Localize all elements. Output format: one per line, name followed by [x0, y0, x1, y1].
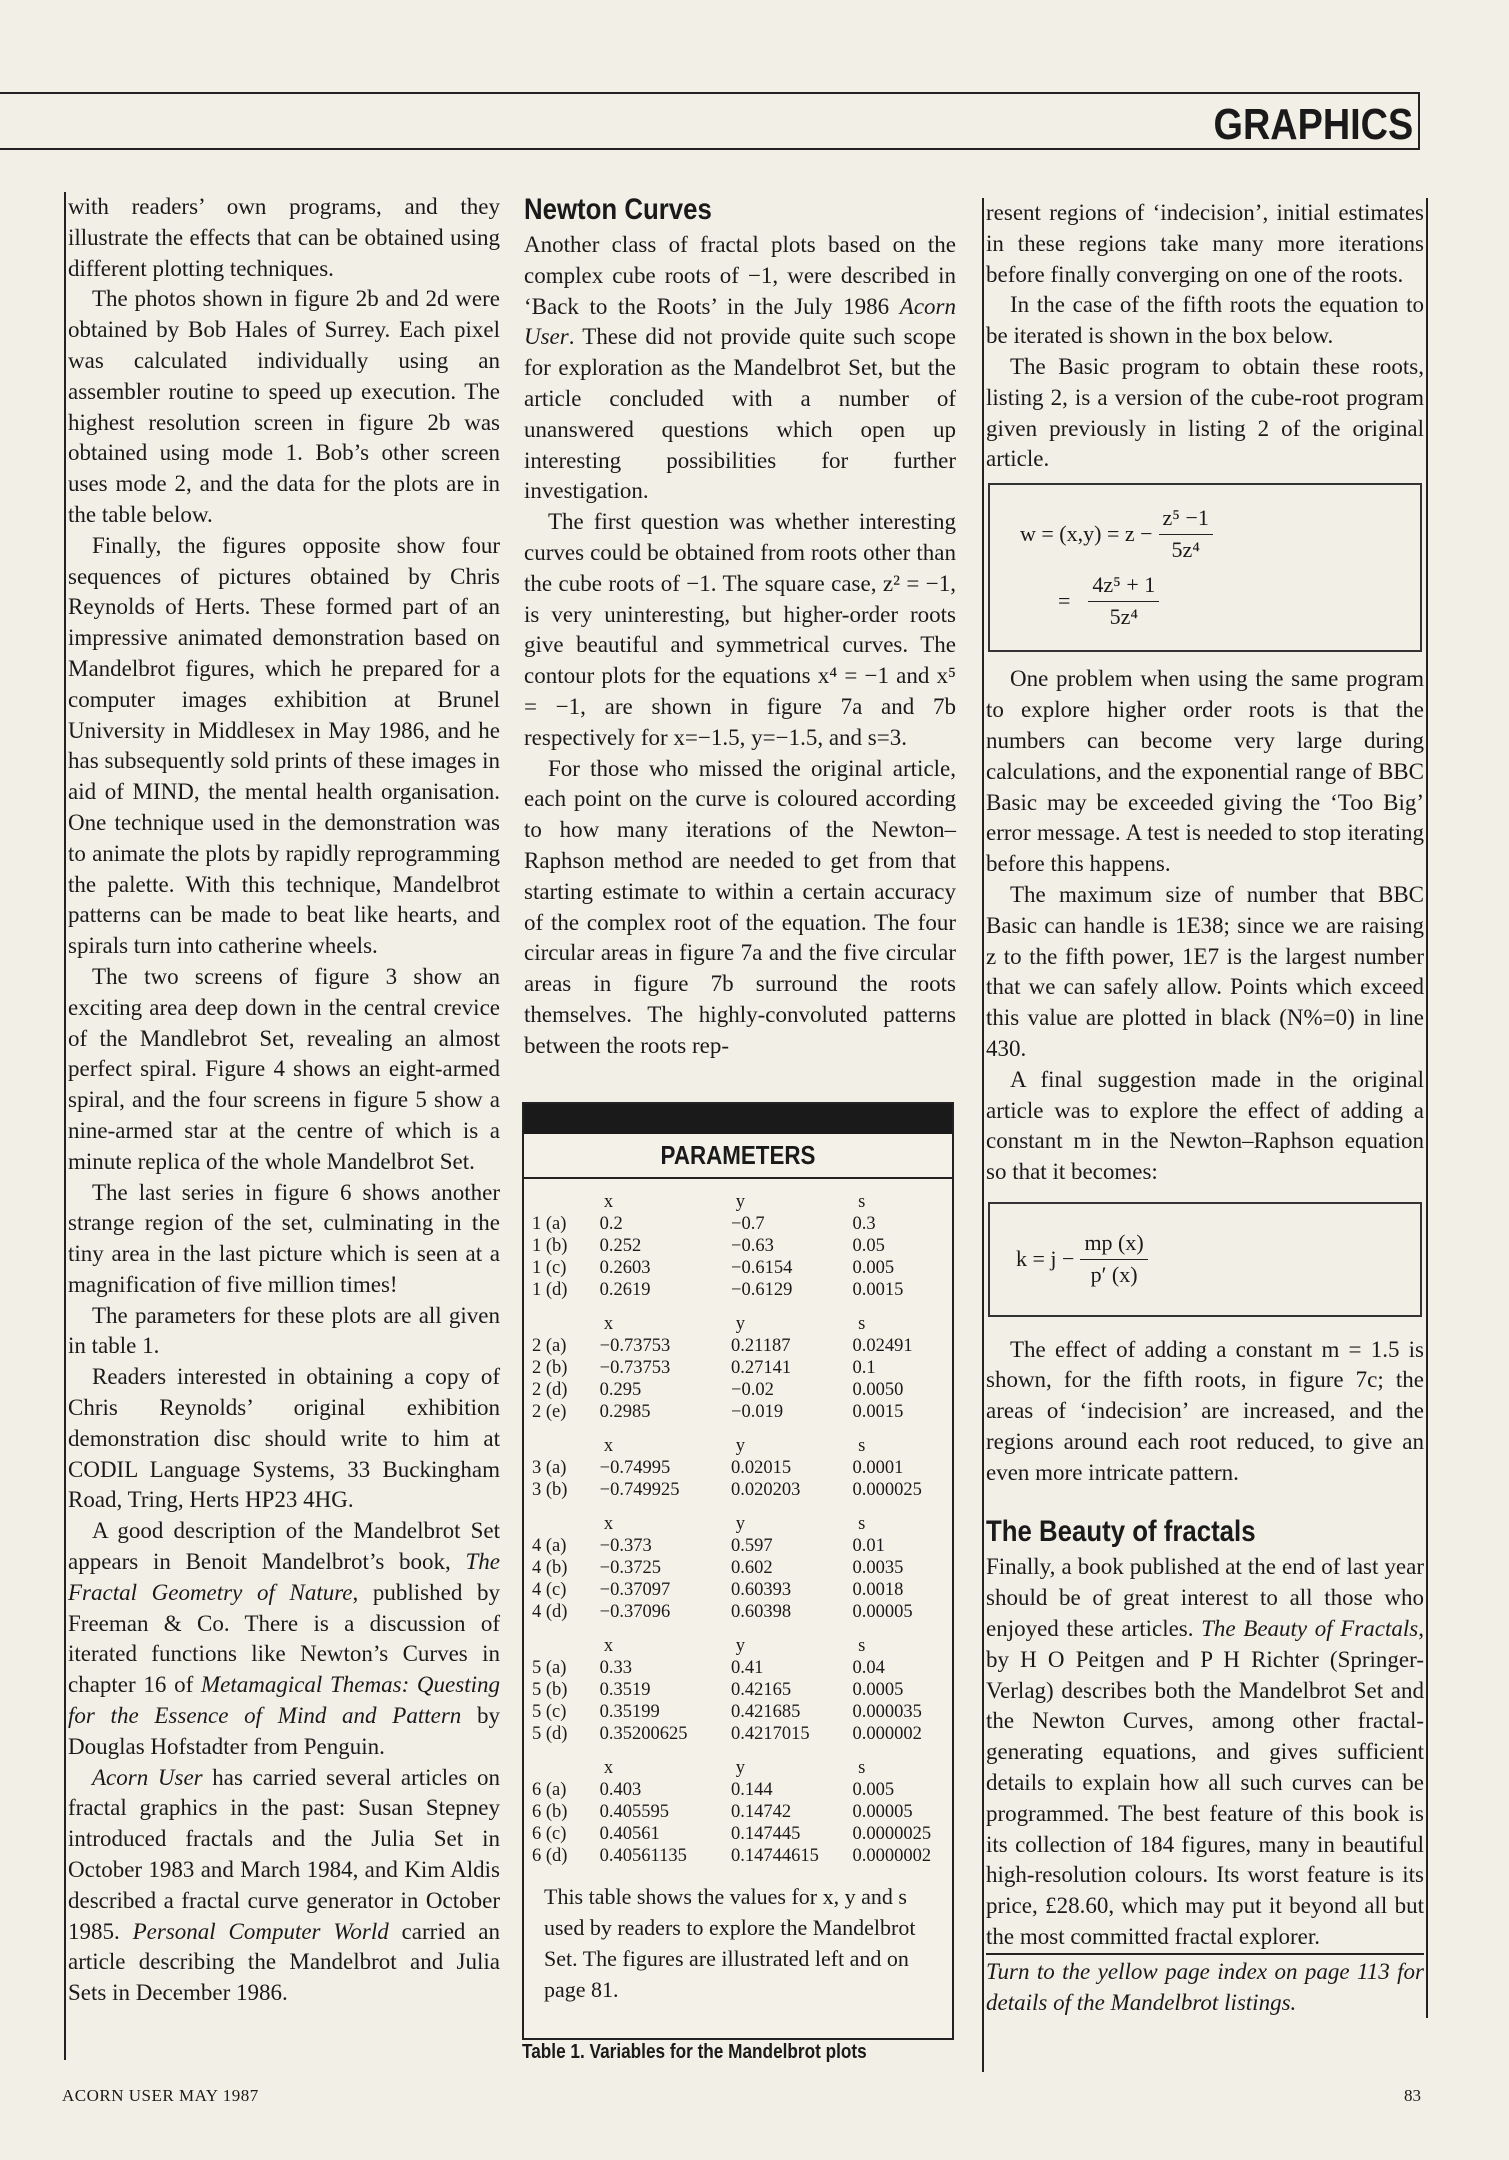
equation-box-fifth-roots — [988, 483, 1422, 652]
table-cell: 0.3519 — [599, 1680, 651, 1700]
table-caption: This table shows the values for x, y and s used by readers to explore the Mandelbrot Set. The figures are illustrated left and on page 81. — [544, 1884, 916, 2002]
table-column-headers — [524, 1635, 952, 1657]
table-header-cell — [524, 1435, 596, 1457]
table-header-cell: y — [735, 1314, 745, 1334]
table-group — [524, 1757, 952, 1867]
table-cell: 5 (d) — [532, 1724, 568, 1744]
table-cell: 0.144 — [731, 1780, 773, 1800]
equation-row — [1008, 1228, 1402, 1291]
equation-fraction — [1159, 503, 1213, 566]
table-cell: 2 (d) — [532, 1380, 568, 1400]
table-body — [524, 1191, 952, 1867]
equation-lhs: w = (x,y) = z − — [1020, 521, 1153, 547]
table-cell: 0.295 — [599, 1380, 642, 1400]
table-column-headers — [524, 1513, 952, 1535]
table-title: PARAMETERS — [660, 1140, 816, 1170]
table-cell: 0.21187 — [731, 1336, 791, 1356]
table-row — [524, 1845, 952, 1867]
table-cell: 2 (e) — [532, 1402, 567, 1422]
table-cell: 0.0050 — [852, 1380, 904, 1400]
fraction-numerator: z⁵ −1 — [1159, 503, 1213, 535]
table-header-cell — [524, 1635, 596, 1657]
table-cell: 0.597 — [731, 1536, 773, 1556]
table-row — [524, 1213, 952, 1235]
table-cell: 5 (a) — [532, 1658, 567, 1678]
newton-curves-heading: Newton Curves — [524, 193, 712, 226]
table-cell: −0.37097 — [599, 1580, 671, 1600]
table-cell: 0.000025 — [852, 1480, 922, 1500]
table-cell: 0.14742 — [731, 1802, 792, 1822]
table-column-headers — [524, 1757, 952, 1779]
table-row — [524, 1779, 952, 1801]
table-cell: 1 (a) — [532, 1214, 567, 1234]
table-cell: 1 (c) — [532, 1258, 567, 1278]
table-cell: 0.3 — [852, 1214, 876, 1234]
table-header-cell: s — [858, 1192, 866, 1212]
col2-paragraph: For those who missed the original article, each point on the curve is coloured according to how many iterations of the Newton–Raphson method are needed to get from that starting estimate to within a certain accuracy of the complex root of the equation. The four circular areas in figure 7a and the five circular areas in figure 7b surround the roots themselves. The highly-convoluted patterns between the roots rep- — [524, 755, 956, 1058]
table-row — [524, 1723, 952, 1745]
table-cell: 0.01 — [852, 1536, 885, 1556]
table-cell: 0.403 — [599, 1780, 642, 1800]
table-cell: −0.63 — [731, 1236, 774, 1256]
table-cell: −0.7 — [731, 1214, 765, 1234]
col1-paragraph: with readers’ own programs, and they illustrate the effects that can be obtained using different plotting techniques. — [68, 194, 500, 281]
table-cell: 0.602 — [731, 1558, 773, 1578]
col3-paragraph: The maximum size of number that BBC Basic can handle is 1E38; since we are raising z to the fifth power, 1E7 is the largest number that we can safely allow. Points which exceed this value are plotted in black (N%=0) in line 430. — [986, 881, 1424, 1061]
table-cell: 0.05 — [852, 1236, 885, 1256]
table-cell: 0.42165 — [731, 1680, 792, 1700]
table-header-cell: y — [735, 1514, 745, 1534]
table-header-bar — [524, 1104, 952, 1134]
table-header-cell — [524, 1513, 596, 1535]
table-cell: 0.005 — [852, 1258, 895, 1278]
listings-note: Turn to the yellow page index on page 113 for details of the Mandelbrot listings. — [986, 1953, 1424, 2019]
table-header-cell: s — [858, 1514, 866, 1534]
section-title: GRAPHICS — [1213, 100, 1413, 149]
table-cell: 0.02491 — [852, 1336, 913, 1356]
table-group — [524, 1191, 952, 1301]
col1-paragraph: The last series in figure 6 shows another strange region of the set, culminating in the tiny area in the last picture which is seen at a magnification of five million times! — [68, 1179, 500, 1297]
footer-magazine: ACORN USER MAY 1987 — [62, 2086, 259, 2105]
table-cell: 0.35199 — [599, 1702, 660, 1722]
table-cell: 0.252 — [599, 1236, 642, 1256]
table-header-cell: s — [858, 1758, 866, 1778]
table-cell: 0.000002 — [852, 1724, 922, 1744]
table-row — [524, 1357, 952, 1379]
table-cell: 0.0000002 — [852, 1846, 932, 1866]
table-row — [524, 1557, 952, 1579]
table-cell: 0.421685 — [731, 1702, 801, 1722]
parameters-table — [522, 1102, 954, 2040]
table-header-cell: y — [735, 1758, 745, 1778]
table-cell: 0.2619 — [599, 1280, 651, 1300]
column-1 — [64, 192, 500, 2060]
table-header-cell — [524, 1191, 596, 1213]
table-header-cell: x — [603, 1192, 614, 1212]
equation-box-constant-m — [988, 1202, 1422, 1317]
table-header-cell: x — [603, 1758, 614, 1778]
table-row — [524, 1257, 952, 1279]
fraction-denominator: 5z⁴ — [1109, 603, 1139, 629]
table-header-cell: x — [603, 1436, 614, 1456]
header-side-rule — [1418, 92, 1420, 150]
table-cell: 0.020203 — [731, 1480, 801, 1500]
col2-paragraph: Another class of fractal plots based on the complex cube roots of −1, were described in ‘Back to the Roots’ in the July 1986 Acorn User. These did not provide quite such scope for exploration as the Mandelbrot Set, but the article concluded with a number of unanswered questions which open up interesting possibilities for further investigation. — [524, 232, 956, 504]
equation-fraction — [1080, 1228, 1147, 1291]
table-column-headers — [524, 1435, 952, 1457]
fraction-numerator: 4z⁵ + 1 — [1088, 570, 1159, 602]
table-cell: 0.0018 — [852, 1580, 904, 1600]
col3-paragraph: resent regions of ‘indecision’, initial estimates in these regions take many more iterations before finally converging on one of the roots. — [986, 200, 1424, 287]
col3-paragraph: Finally, a book published at the end of last year should be of great interest to all those who enjoyed these articles. The Beauty of Fractals, by H O Peitgen and P H Richter (Springer-Verlag) describes both the Mandelbrot Set and the Newton Curves, among other fractal-generating equations, and gives sufficient details to explain how all such curves can be programmed. The best feature of this book is its collection of 184 figures, many in beautiful high-resolution colours. Its worst feature is its price, £28.60, which may put it beyond all but the most committed fractal explorer. — [986, 1554, 1424, 1950]
table-cell: −0.02 — [731, 1380, 774, 1400]
table-cell: 2 (b) — [532, 1358, 568, 1378]
table-cell: 0.0005 — [852, 1680, 904, 1700]
table-cell: 0.2 — [599, 1214, 623, 1234]
col1-paragraph: The two screens of figure 3 show an exciting area deep down in the central crevice of the Mandlebrot Set, revealing an almost perfect spiral. Figure 4 shows an eight-armed spiral, and the four screens in figure 5 show a nine-armed star at the centre of which is a minute replica of the whole Mandelbrot Set. — [68, 963, 500, 1174]
table-row — [524, 1457, 952, 1479]
table-cell: 0.0000025 — [852, 1824, 932, 1844]
table-column-headers — [524, 1191, 952, 1213]
table-row — [524, 1679, 952, 1701]
table-cell: −0.6154 — [731, 1258, 793, 1278]
col3-paragraph: One problem when using the same program to explore higher order roots is that the numbers can become very large during calculations, and the exponential range of BBC Basic may be exceeded giving the ‘Too Big’ error message. A test is needed to stop iterating before this happens. — [986, 666, 1424, 877]
table-cell: 0.60393 — [731, 1580, 792, 1600]
table-cell: 6 (b) — [532, 1802, 568, 1822]
table-header-cell: x — [603, 1314, 614, 1334]
table-cell: −0.73753 — [599, 1336, 671, 1356]
table-group — [524, 1313, 952, 1423]
table-cell: −0.3725 — [599, 1558, 661, 1578]
table-cell: 1 (d) — [532, 1280, 568, 1300]
table-cell: 0.0015 — [852, 1402, 904, 1422]
table-cell: 0.0035 — [852, 1558, 904, 1578]
table-cell: 3 (a) — [532, 1458, 567, 1478]
table-cell: −0.373 — [599, 1536, 652, 1556]
table-cell: −0.74995 — [599, 1458, 671, 1478]
table-cell: 3 (b) — [532, 1480, 568, 1500]
table-cell: 0.40561 — [599, 1824, 660, 1844]
table-group — [524, 1435, 952, 1501]
table-header-cell: x — [603, 1636, 614, 1656]
table-title-rule — [524, 1177, 952, 1179]
table-header-cell — [524, 1757, 596, 1779]
col1-paragraph-articles: Acorn User has carried several articles on fractal graphics in the past: Susan Stepney introduced fractals and the Julia Set in October 1983 and March 1984, and Kim Aldis described a fractal curve generator in October 1985. Personal Computer World carried an article describing the Mandelbrot and Julia Sets in December 1986. — [68, 1764, 500, 2006]
table-header-cell: s — [858, 1436, 866, 1456]
table-cell: −0.749925 — [599, 1480, 680, 1500]
table-cell: 0.1 — [852, 1358, 876, 1378]
table-cell: 2 (a) — [532, 1336, 567, 1356]
table-group — [524, 1513, 952, 1623]
col1-paragraph: The parameters for these plots are all given in table 1. — [68, 1302, 500, 1359]
column-3-right-rule — [1426, 198, 1428, 2018]
header-rule — [0, 148, 1420, 150]
table-cell: 0.405595 — [599, 1802, 670, 1822]
col3-paragraph: In the case of the fifth roots the equation to be iterated is shown in the box below. — [986, 292, 1424, 349]
table-cell: 0.005 — [852, 1780, 895, 1800]
equation-fraction — [1088, 570, 1159, 633]
table-cell: 0.00005 — [852, 1802, 913, 1822]
table-row — [524, 1401, 952, 1423]
table-cell: 0.000035 — [852, 1702, 922, 1722]
col1-paragraph-books: A good description of the Mandelbrot Set appears in Benoit Mandelbrot’s book, The Fractal Geometry of Nature, published by Freeman & Co. There is a discussion of iterated functions like Newton’s Curves in chapter 16 of Metamagical Themas: Questing for the Essence of Mind and Pattern by Douglas Hofstadter from Penguin. — [68, 1518, 501, 1759]
col3-paragraph: The Basic program to obtain these roots, listing 2, is a version of the cube-root program given previously in listing 2 of the original article. — [986, 353, 1424, 472]
table-group — [524, 1635, 952, 1745]
fraction-numerator: mp (x) — [1080, 1228, 1147, 1260]
table-cell: 0.40561135 — [599, 1846, 687, 1866]
table-cell: 5 (b) — [532, 1680, 568, 1700]
table-cell: 1 (b) — [532, 1236, 568, 1256]
page-number: 83 — [1404, 2086, 1421, 2105]
table-header-cell: s — [858, 1636, 866, 1656]
table-cell: 6 (d) — [532, 1846, 568, 1866]
table-cell: 0.4217015 — [731, 1724, 810, 1744]
column-3 — [982, 198, 1424, 2072]
table-row — [524, 1801, 952, 1823]
table-header-cell — [524, 1313, 596, 1335]
table-cell: 6 (a) — [532, 1780, 567, 1800]
table-header-cell: y — [735, 1636, 745, 1656]
table-cell: 0.27141 — [731, 1358, 792, 1378]
table-cell: 0.35200625 — [599, 1724, 688, 1744]
table-row — [524, 1479, 952, 1501]
table-row — [524, 1701, 952, 1723]
table-cell: 0.2985 — [599, 1402, 651, 1422]
table-cell: 0.147445 — [731, 1824, 801, 1844]
col2-paragraph: The first question was whether interesting curves could be obtained from roots other than the cube roots of −1. The square case, z² = −1, is very uninteresting, but higher-order roots give beautiful and symmetrical curves. The contour plots for the equations x⁴ = −1 and x⁵ = −1, are shown in figure 7a and 7b respectively for x=−1.5, y=−1.5, and s=3. — [524, 509, 956, 750]
table-header-cell: s — [858, 1314, 866, 1334]
table-row — [524, 1279, 952, 1301]
table-row — [524, 1235, 952, 1257]
table-cell: 0.33 — [599, 1658, 633, 1678]
table-cell: 0.04 — [852, 1658, 885, 1678]
table-cell: 5 (c) — [532, 1702, 567, 1722]
table-cell: −0.73753 — [599, 1358, 671, 1378]
col1-paragraph: The photos shown in figure 2b and 2d were obtained by Bob Hales of Surrey. Each pixel was calculated individually using an assembler routine to speed up execution. The highest resolution screen in figure 2b was obtained using mode 1. Bob’s other screen uses mode 2, and the data for the plots are in the table below. — [68, 286, 500, 527]
column-2 — [524, 192, 956, 1062]
equation-row — [1008, 570, 1402, 633]
table-row — [524, 1579, 952, 1601]
table-cell: 4 (c) — [532, 1580, 567, 1600]
table-row — [524, 1379, 952, 1401]
table-cell: 0.2603 — [599, 1258, 651, 1278]
table-cell: −0.6129 — [731, 1280, 793, 1300]
fraction-denominator: 5z⁴ — [1171, 536, 1200, 562]
equation-row — [1008, 503, 1402, 566]
table-cell: 0.14744615 — [731, 1846, 819, 1866]
equation-lhs: k = j − — [1016, 1245, 1075, 1271]
table-cell: −0.019 — [731, 1402, 784, 1422]
table-row — [524, 1601, 952, 1623]
fraction-denominator: p′ (x) — [1090, 1261, 1138, 1287]
table-cell: 0.0001 — [852, 1458, 904, 1478]
table-row — [524, 1823, 952, 1845]
table-cell: 4 (d) — [532, 1602, 568, 1622]
table-column-headers — [524, 1313, 952, 1335]
table-row — [524, 1535, 952, 1557]
table-cell: 0.00005 — [852, 1602, 913, 1622]
table-row — [524, 1335, 952, 1357]
table-cell: 4 (b) — [532, 1558, 568, 1578]
col3-paragraph: The effect of adding a constant m = 1.5 is shown, for the fifth roots, in figure 7c; the areas of ‘indecision’ are increased, and the regions around each root reduced, to give an even more intricate pattern. — [986, 1336, 1424, 1485]
table-header-cell: x — [603, 1514, 614, 1534]
table-header-cell: y — [735, 1436, 745, 1456]
table-header-cell: y — [735, 1192, 745, 1212]
table-row — [524, 1657, 952, 1679]
top-rule — [0, 92, 1420, 94]
table-label: Table 1. Variables for the Mandelbrot plots — [522, 2041, 867, 2063]
table-cell: 0.41 — [731, 1658, 764, 1678]
equation-equals: = — [1058, 587, 1071, 613]
table-cell: 4 (a) — [532, 1536, 567, 1556]
table-cell: 0.02015 — [731, 1458, 792, 1478]
table-cell: 6 (c) — [532, 1824, 567, 1844]
beauty-of-fractals-heading: The Beauty of fractals — [986, 1515, 1256, 1549]
table-cell: −0.37096 — [599, 1602, 671, 1622]
table-cell: 0.0015 — [852, 1280, 904, 1300]
col1-paragraph: Finally, the figures opposite show four sequences of pictures obtained by Chris Reynolds of Herts. These formed part of an impressive animated demonstration based on Mandelbrot figures, which he prepared for a computer images exhibition at Brunel University in Middlesex in May 1986, and he has subsequently sold prints of these images in aid of MIND, the mental health organisation. One technique used in the demonstration was to animate the plots by rapidly reprogramming the palette. With this technique, Mandelbrot patterns can be made to beat like hearts, and spirals turn into catherine wheels. — [68, 532, 500, 959]
col3-paragraph: A final suggestion made in the original article was to explore the effect of adding a constant m in the Newton–Raphson equation so that it becomes: — [986, 1066, 1424, 1185]
col1-paragraph: Readers interested in obtaining a copy of Chris Reynolds’ original exhibition demonstration disc should write to him at CODIL Language Systems, 33 Buckingham Road, Tring, Herts HP23 4HG. — [68, 1364, 500, 1513]
table-cell: 0.60398 — [731, 1602, 792, 1622]
